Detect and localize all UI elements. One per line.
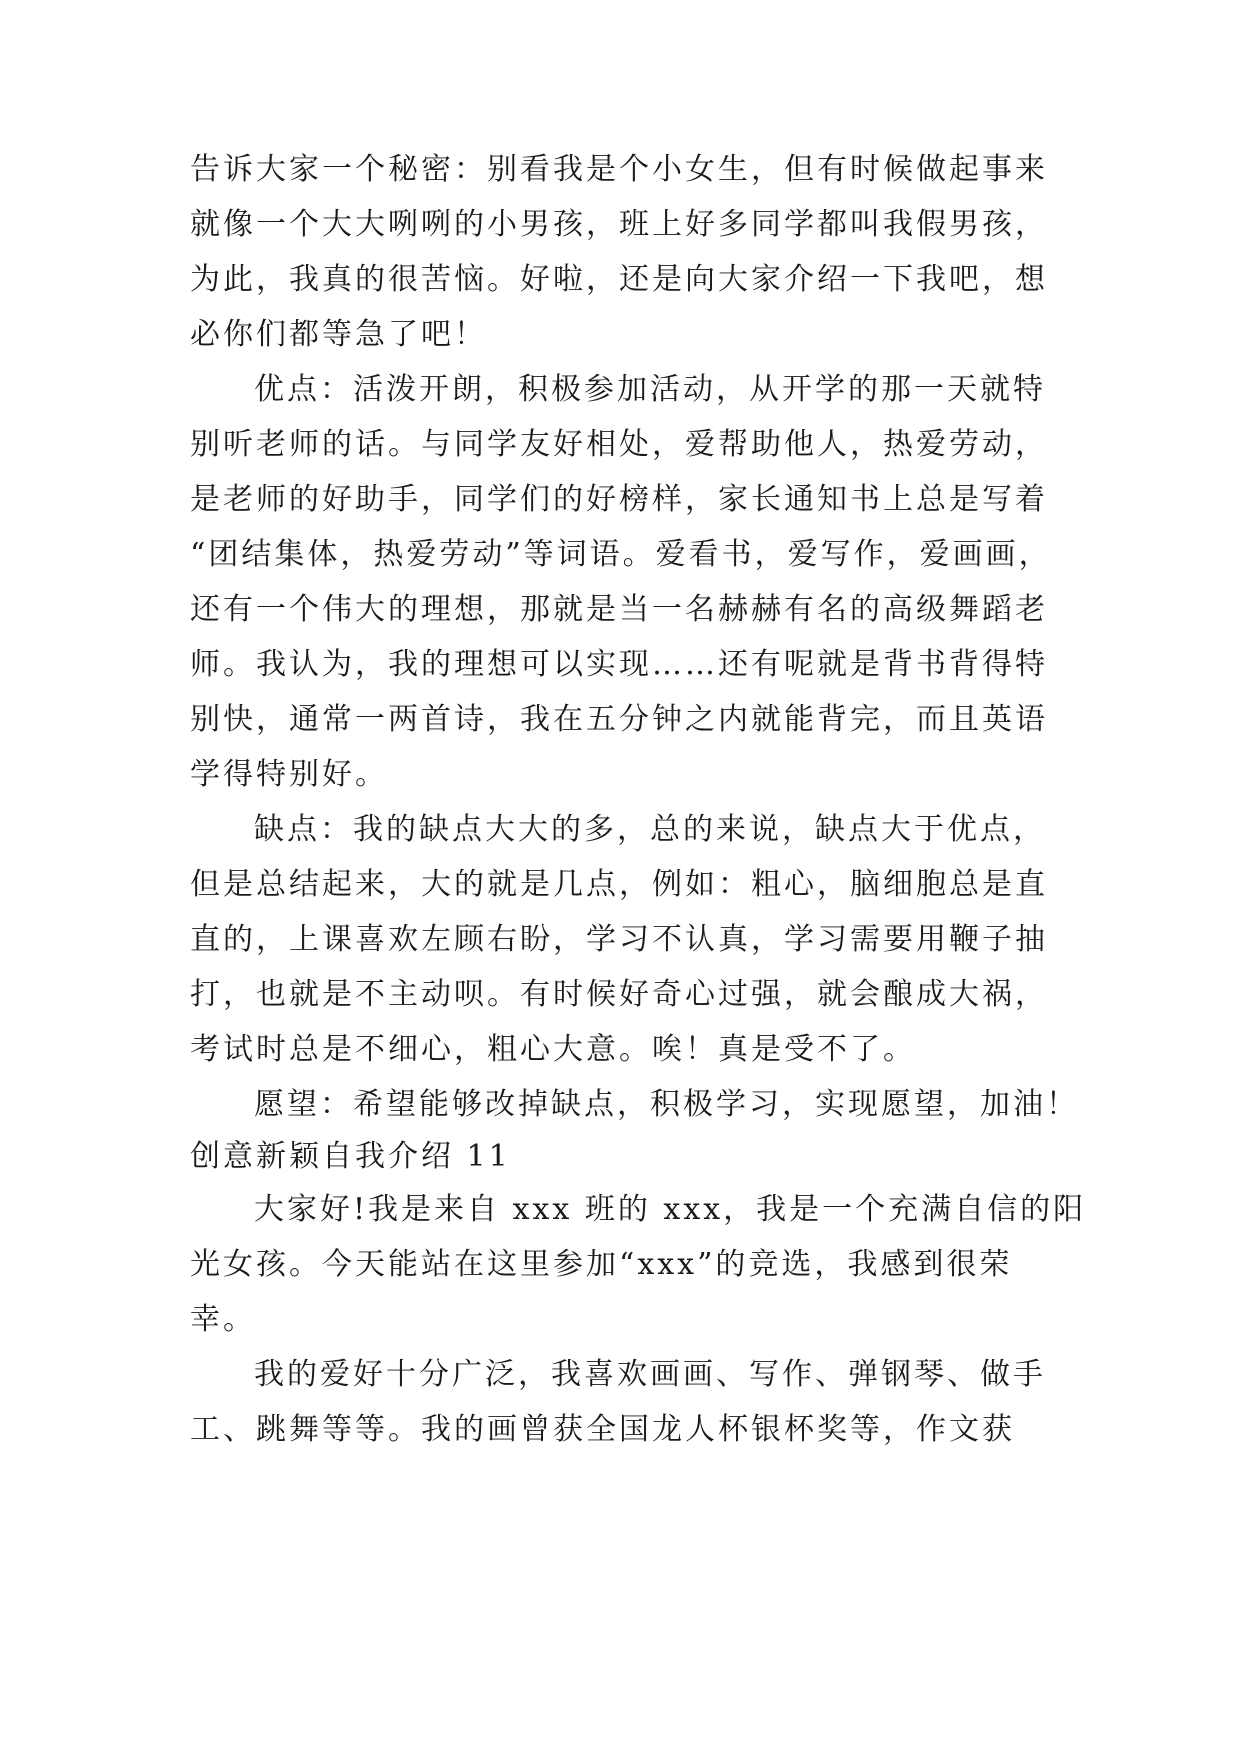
section-wish-line: 愿望：希望能够改掉缺点，积极学习，实现愿望，加油！ <box>254 1087 1079 1122</box>
text-line: 为此，我真的很苦恼。好啦，还是向大家介绍一下我吧，想 <box>190 262 1048 297</box>
section-advantages-heading-line: 优点：活泼开朗，积极参加活动，从开学的那一天就特 <box>254 372 1046 407</box>
text-line: 光女孩。今天能站在这里参加“xxx”的竞选，我感到很荣 <box>190 1247 1013 1282</box>
text-line: “团结集体，热爱劳动”等词语。爱看书，爱写作，爱画画， <box>190 537 1052 572</box>
text-line: 大家好!我是来自 xxx 班的 xxx，我是一个充满自信的阳 <box>254 1192 1087 1227</box>
text-line: 但是总结起来，大的就是几点，例如：粗心，脑细胞总是直 <box>190 867 1048 902</box>
text-line: 就像一个大大咧咧的小男孩，班上好多同学都叫我假男孩， <box>190 207 1048 242</box>
text-line: 考试时总是不细心，粗心大意。唉！真是受不了。 <box>190 1032 916 1067</box>
text-line: 师。我认为，我的理想可以实现……还有呢就是背书背得特 <box>190 647 1048 682</box>
text-line: 学得特别好。 <box>190 757 388 792</box>
text-line: 别听老师的话。与同学友好相处，爱帮助他人，热爱劳动， <box>190 427 1048 462</box>
text-line: 是老师的好助手，同学们的好榜样，家长通知书上总是写着 <box>190 482 1048 517</box>
section-title: 创意新颖自我介绍 11 <box>190 1139 511 1174</box>
text-line: 幸。 <box>190 1302 256 1337</box>
text-line: 必你们都等急了吧！ <box>190 317 487 352</box>
text-line: 告诉大家一个秘密：别看我是个小女生，但有时候做起事来 <box>190 152 1048 187</box>
section-shortcomings-heading-line: 缺点：我的缺点大大的多，总的来说，缺点大于优点， <box>254 812 1046 847</box>
text-line: 别快，通常一两首诗，我在五分钟之内就能背完，而且英语 <box>190 702 1048 737</box>
text-line: 我的爱好十分广泛，我喜欢画画、写作、弹钢琴、做手 <box>254 1357 1046 1392</box>
text-line: 打，也就是不主动呗。有时候好奇心过强，就会酿成大祸， <box>190 977 1048 1012</box>
text-line: 工、跳舞等等。我的画曾获全国龙人杯银杯奖等，作文获 <box>190 1412 1015 1447</box>
text-line: 直的，上课喜欢左顾右盼，学习不认真，学习需要用鞭子抽 <box>190 922 1048 957</box>
text-line: 还有一个伟大的理想，那就是当一名赫赫有名的高级舞蹈老 <box>190 592 1048 627</box>
